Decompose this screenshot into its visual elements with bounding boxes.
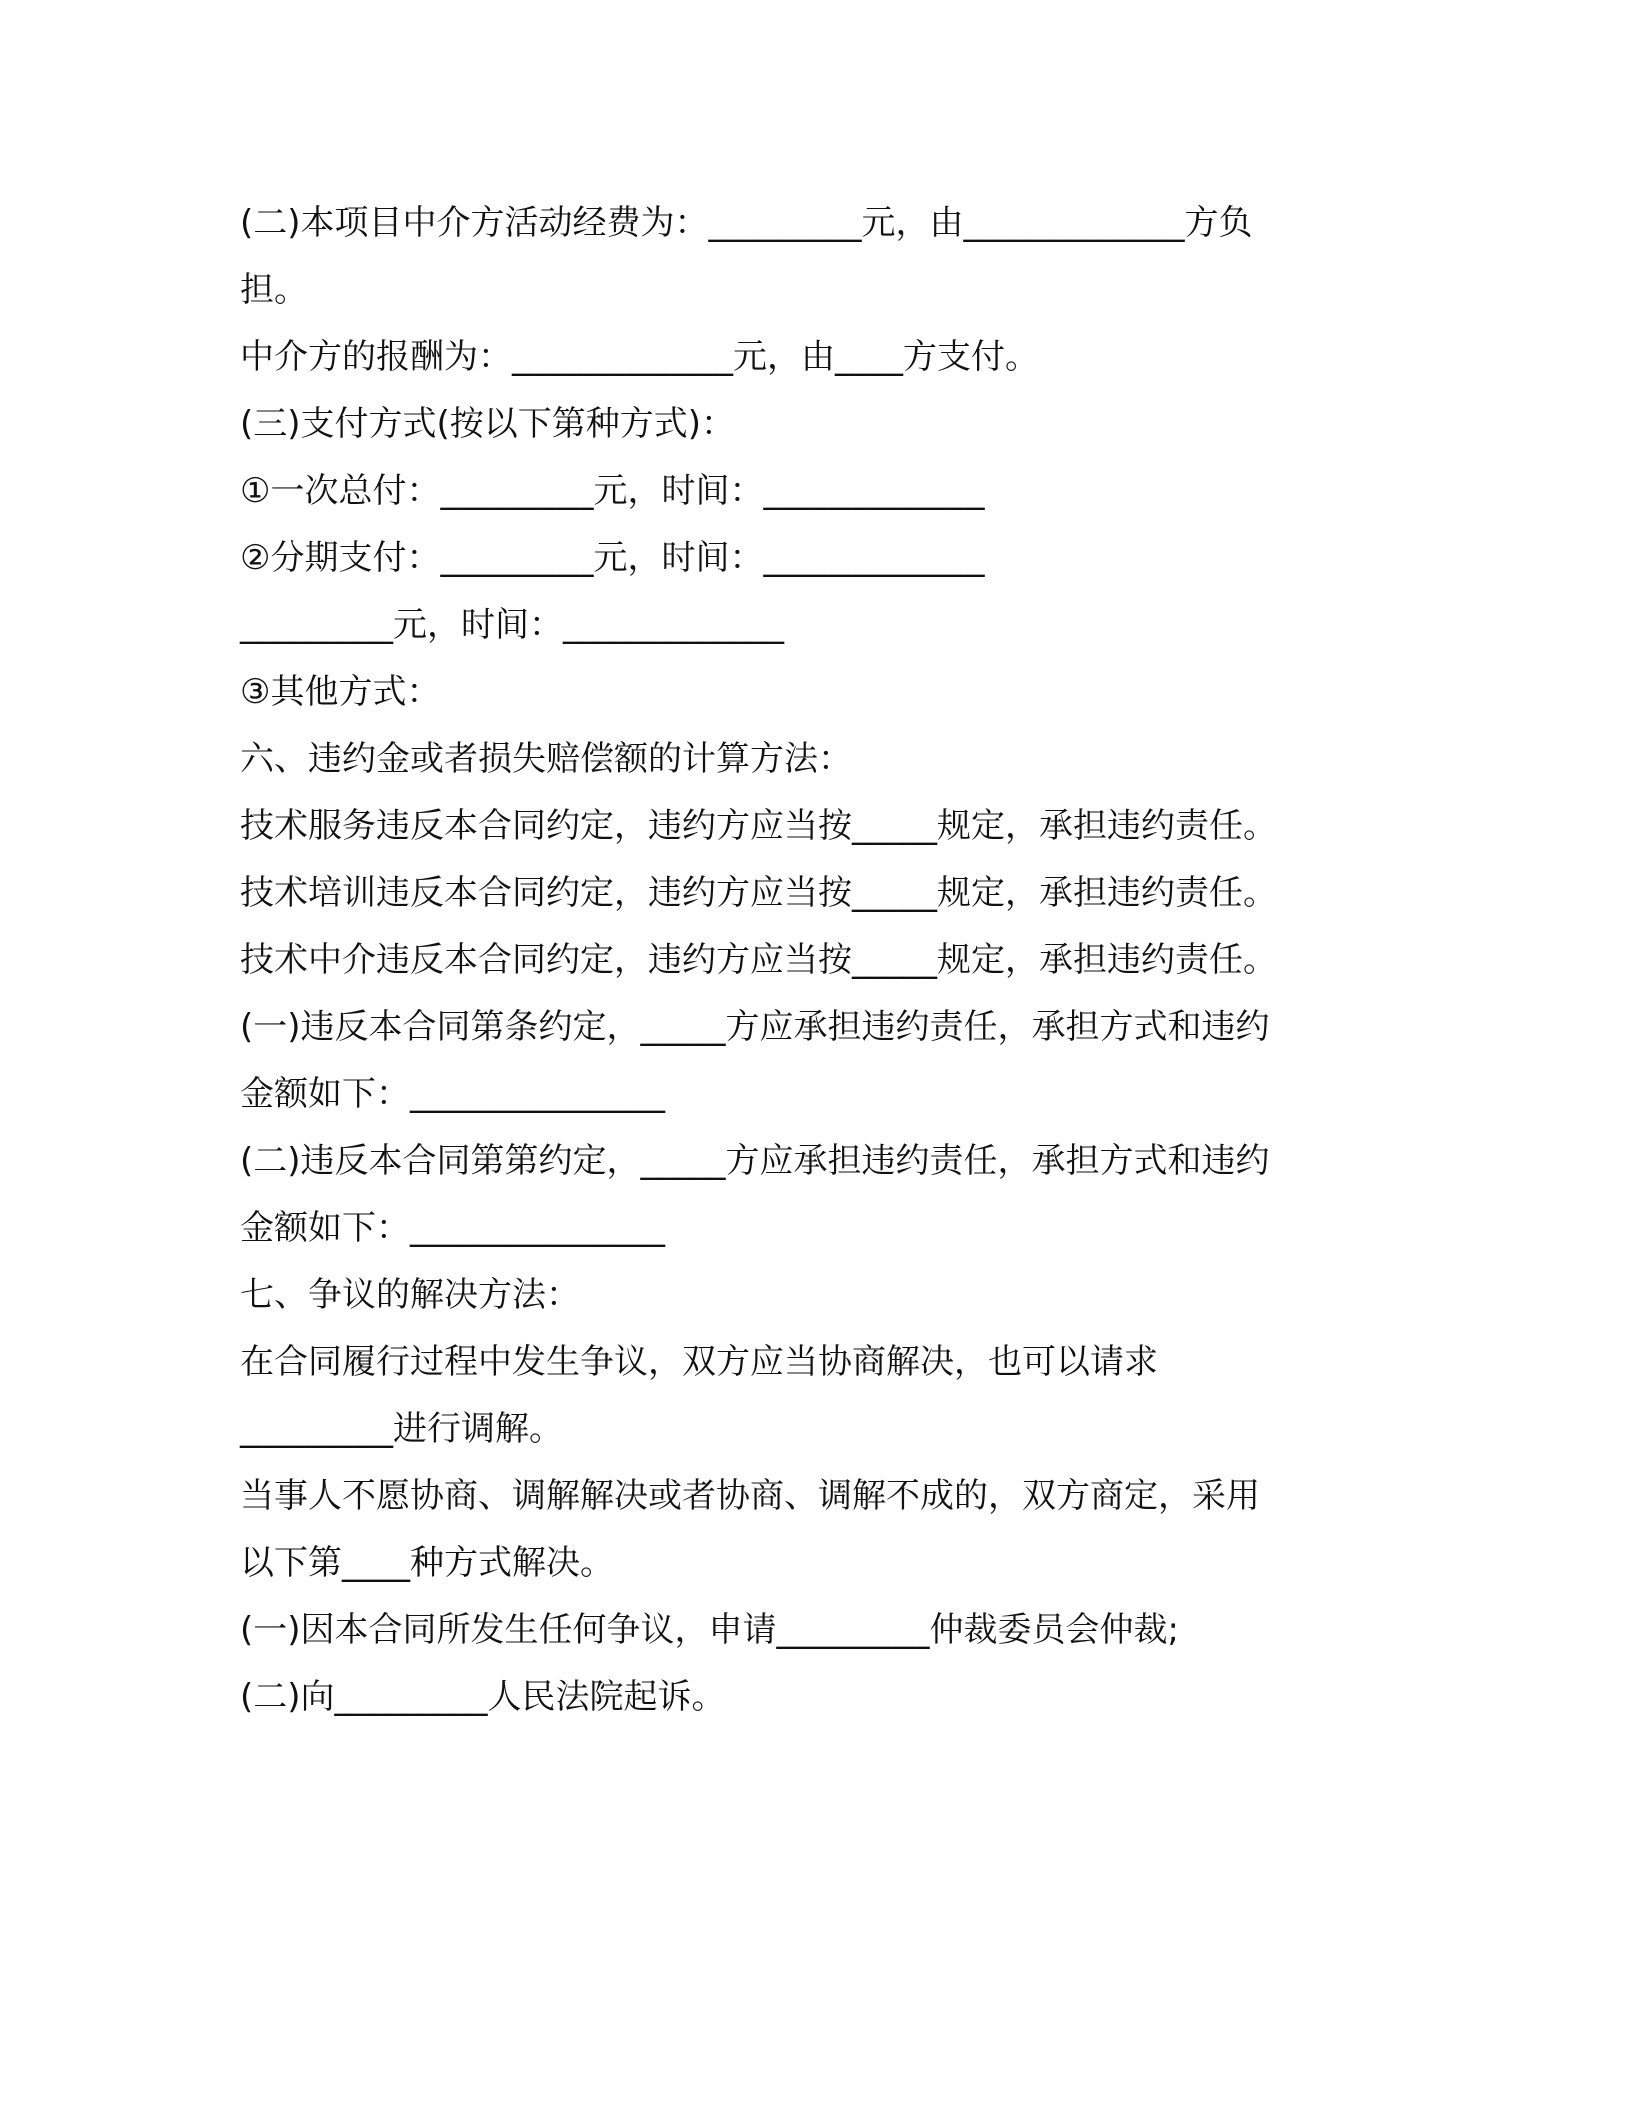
dispute-resolution-line-cont: 以下第____种方式解决。 xyxy=(240,1543,614,1583)
payment-option-installment: ②分期支付：_________元，时间：_____________ xyxy=(240,538,985,578)
breach-clause-two-amount: 金额如下：_______________ xyxy=(240,1208,665,1248)
document-body xyxy=(240,190,1400,1731)
section-six-heading: 六、违约金或者损失赔偿额的计算方法： xyxy=(240,739,852,779)
liability-tech-intermediary: 技术中介违反本合同约定，违约方应当按_____规定，承担违约责任。 xyxy=(240,940,1277,980)
payment-option-lump-sum: ①一次总付：_________元，时间：_____________ xyxy=(240,471,985,511)
liability-tech-training: 技术培训违反本合同约定，违约方应当按_____规定，承担违约责任。 xyxy=(240,873,1277,913)
payment-method-heading: (三)支付方式(按以下第种方式)： xyxy=(240,404,736,444)
clause-reward-line: 中介方的报酬为：_____________元，由____方支付。 xyxy=(240,337,1039,377)
breach-clause-one-amount: 金额如下：_______________ xyxy=(240,1074,665,1114)
dispute-negotiation-line: 在合同履行过程中发生争议，双方应当协商解决，也可以请求 xyxy=(240,1342,1158,1382)
section-seven-heading: 七、争议的解决方法： xyxy=(240,1275,580,1315)
liability-tech-service: 技术服务违反本合同约定，违约方应当按_____规定，承担违约责任。 xyxy=(240,806,1277,846)
clause-fee-line-cont: 担。 xyxy=(240,270,308,310)
dispute-mediation-line: _________进行调解。 xyxy=(240,1409,563,1449)
payment-option-installment-cont: _________元，时间：_____________ xyxy=(240,605,784,645)
payment-option-other: ③其他方式： xyxy=(240,672,441,712)
dispute-litigation-option: (二)向_________人民法院起诉。 xyxy=(240,1677,726,1717)
dispute-arbitration-option: (一)因本合同所发生任何争议，申请_________仲裁委员会仲裁; xyxy=(240,1610,1179,1650)
breach-clause-two: (二)违反本合同第第约定，_____方应承担违约责任，承担方式和违约 xyxy=(240,1141,1270,1181)
clause-fee-line: (二)本项目中介方活动经费为：_________元，由_____________方负 xyxy=(240,203,1253,243)
breach-clause-one: (一)违反本合同第条约定，_____方应承担违约责任，承担方式和违约 xyxy=(240,1007,1270,1047)
dispute-resolution-line: 当事人不愿协商、调解解决或者协商、调解不成的，双方商定，采用 xyxy=(240,1476,1260,1516)
